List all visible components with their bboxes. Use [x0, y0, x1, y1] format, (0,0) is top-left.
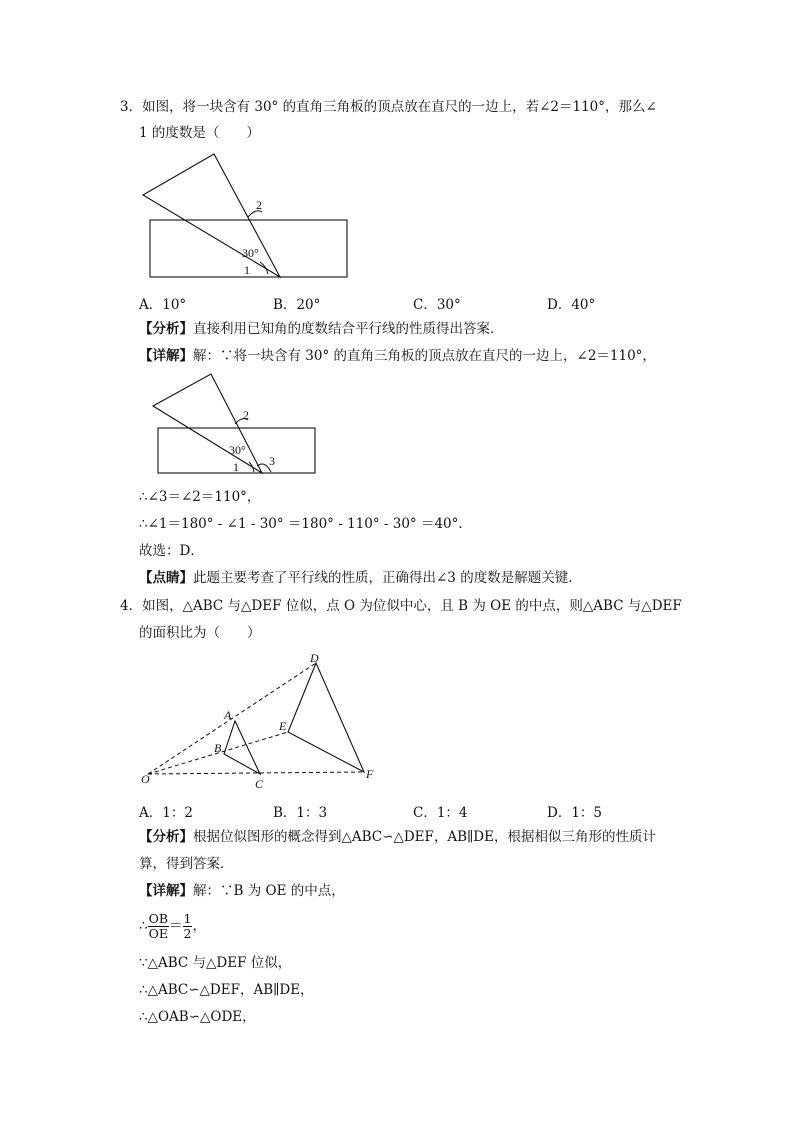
- q3-step2: ∴∠1＝180° - ∠1 - 30° ＝180° - 110° - 30° ＝40°．: [139, 516, 472, 532]
- q4-option-a: A．1：2: [139, 805, 193, 821]
- q3-comment: 【点睛】此题主要考查了平行线的性质，正确得出∠3 的度数是解题关键．: [139, 570, 582, 586]
- label-c: C: [255, 777, 264, 791]
- q3-option-d: D．40°: [547, 297, 596, 313]
- fig-label-30: 30°: [242, 246, 259, 260]
- fraction-ob-oe: $\frac{OB}{OE}$: [148, 911, 169, 941]
- q3-choice: 故选：D．: [139, 543, 204, 559]
- q4-option-d: D．1：5: [547, 805, 603, 821]
- q4-step1: ∵△ABC 与△DEF 位似，: [139, 955, 292, 971]
- fig-label-2: 2: [256, 198, 262, 212]
- label-a: A: [224, 708, 232, 722]
- q3-option-c: C．30°: [413, 297, 461, 313]
- fig2-label-1: 1: [233, 460, 239, 474]
- q3-analysis: 【分析】直接利用已知角的度数结合平行线的性质得出答案．: [139, 321, 504, 337]
- fig2-label-30: 30°: [229, 443, 246, 457]
- q3-solution-figure: [145, 368, 325, 480]
- label-b: B: [214, 741, 222, 755]
- label-o: O: [141, 772, 150, 786]
- label-d: D: [310, 651, 319, 665]
- triangle-def: [288, 663, 364, 772]
- q3-line1: 3．如图，将一块含有 30° 的直角三角板的顶点放在直尺的一边上，若∠2＝110°，那么∠: [120, 99, 657, 115]
- q4-fraction-line: ∴ $\frac{OB}{OE}$ ＝ $\frac{1}{2}$ ，: [139, 911, 206, 941]
- q3-detail: 【详解】解：∵将一块含有 30° 的直角三角板的顶点放在直尺的一边上，∠2＝110°，: [139, 348, 656, 364]
- label-f: F: [366, 767, 374, 781]
- triangle-abc: [224, 721, 260, 774]
- q3-option-a: A．10°: [139, 297, 187, 313]
- q3-option-b: B．20°: [273, 297, 321, 313]
- q4-option-c: C．1：4: [413, 805, 468, 821]
- q4-option-b: B．1：3: [273, 805, 328, 821]
- fig-label-1: 1: [244, 263, 250, 277]
- q4-detail: 【详解】解：∵B 为 OE 的中点，: [139, 883, 345, 899]
- fig2-label-2: 2: [243, 408, 249, 422]
- q4-line1: 4．如图，△ABC 与△DEF 位似，点 O 为位似中心，且 B 为 OE 的中点，则△ABC 与△DEF: [120, 598, 682, 614]
- q3-figure-ruler-triangle: [138, 150, 358, 285]
- q4-step3: ∴△OAB∽△ODE，: [139, 1009, 256, 1025]
- triangle-ruler: [143, 154, 280, 277]
- q4-figure-homothety: [138, 650, 378, 795]
- q4-line2: 的面积比为（ ）: [139, 625, 261, 641]
- q4-analysis-line2: 算，得到答案．: [139, 856, 234, 872]
- q3-step1: ∴∠3＝∠2＝110°，: [139, 489, 261, 505]
- q4-analysis-line1: 【分析】根据位似图形的概念得到△ABC∽△DEF，AB∥DE，根据相似三角形的性质计: [139, 829, 656, 845]
- q4-step2: ∴△ABC∽△DEF，AB∥DE，: [139, 982, 314, 998]
- label-e: E: [279, 719, 287, 733]
- fraction-half: $\frac{1}{2}$: [183, 911, 192, 941]
- fig2-label-3: 3: [269, 454, 275, 468]
- q3-line2: 1 的度数是（ ）: [139, 125, 260, 141]
